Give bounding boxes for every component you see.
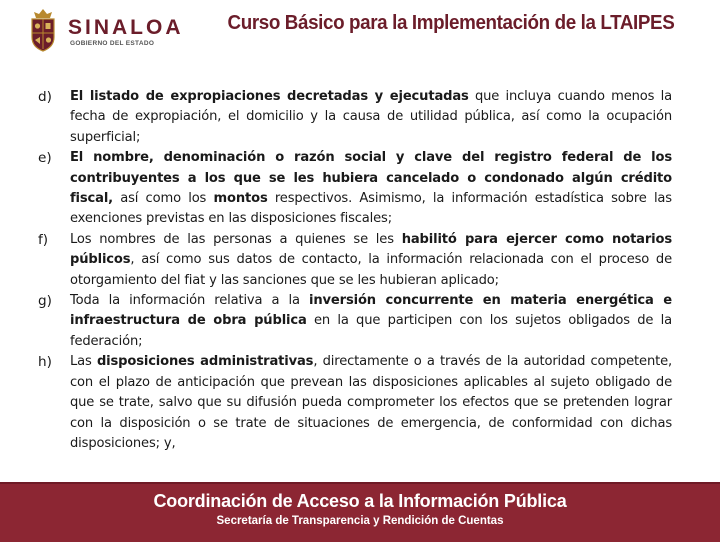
- footer-title: Coordinación de Acceso a la Información Pública: [153, 491, 567, 511]
- list-item: [38, 87, 672, 148]
- text-segment: respectivos. Asimismo, la información estadística sobre las exenciones previstas en las disposiciones fiscales;: [70, 191, 672, 227]
- text-segment: Toda la información relativa a la: [70, 293, 310, 309]
- list-item-text: [70, 87, 672, 148]
- text-segment: así como los: [113, 191, 214, 207]
- list-item-text: [70, 352, 672, 454]
- bold-text-segment: disposiciones administrativas: [96, 354, 314, 370]
- text-segment: en la que participen con los sujetos obligados de la federación;: [70, 313, 672, 349]
- course-title: Curso Básico para la Implementación de la LTAIPES: [227, 12, 674, 34]
- list-item-text: [70, 230, 672, 291]
- list-item-letter: f): [38, 231, 49, 248]
- text-segment: que incluya cuando menos la fecha de expropiación, el domicilio y la causa de utilidad pública, así como la ocupación superficial;: [70, 89, 672, 145]
- list-item: [38, 291, 672, 352]
- text-segment: Las: [70, 354, 97, 370]
- text-segment: , así como sus datos de contacto, la información relacionada con el proceso de otorgamiento del fiat y las sanciones que se les hubieran aplicado;: [70, 252, 672, 288]
- text-segment: , directamente o a través de la autoridad competente, con el plazo de anticipación que prevean las disposiciones aplicables al sujeto obligado de que se trate, salvo que su difusión pueda comprometer los efectos que se pretenden lograr con la disposición o se trate de situaciones de emergencia, de conformidad con dichas disposiciones; y,: [70, 354, 672, 451]
- list-item: [38, 230, 672, 291]
- footer-subtitle: Secretaría de Transparencia y Rendición de Cuentas: [216, 515, 504, 527]
- list-item-letter: g): [38, 293, 52, 310]
- list-item-letter: e): [38, 150, 52, 167]
- list-item-text: [70, 291, 672, 352]
- bold-text-segment: El listado de expropiaciones decretadas y ejecutadas: [70, 89, 469, 104]
- bold-text-segment: habilitó para ejercer como notarios públicos: [70, 231, 672, 268]
- text-segment: Los nombres de las personas a quienes se les: [70, 231, 402, 247]
- brand-name: SINALOA: [68, 16, 184, 39]
- list-item-letter: d): [38, 89, 52, 105]
- brand-subtitle: GOBIERNO DEL ESTADO: [70, 40, 155, 47]
- list-content: [38, 87, 672, 454]
- state-coat-of-arms-icon: [28, 7, 58, 53]
- slide-header: [0, 0, 720, 62]
- list-item-letter: h): [38, 354, 52, 371]
- list-item: [38, 148, 672, 230]
- list-item-text: [70, 148, 672, 230]
- bold-text-segment: inversión concurrente en materia energética e infraestructura de obra pública: [70, 293, 672, 329]
- list-item: [38, 352, 672, 454]
- bold-text-segment: El nombre, denominación o razón social y clave del registro federal de los contribuyentes a los que se les hubiera cancelado o condonado algún crédito fiscal,: [70, 150, 672, 207]
- slide-footer: [0, 482, 720, 542]
- bold-text-segment: montos: [213, 191, 268, 207]
